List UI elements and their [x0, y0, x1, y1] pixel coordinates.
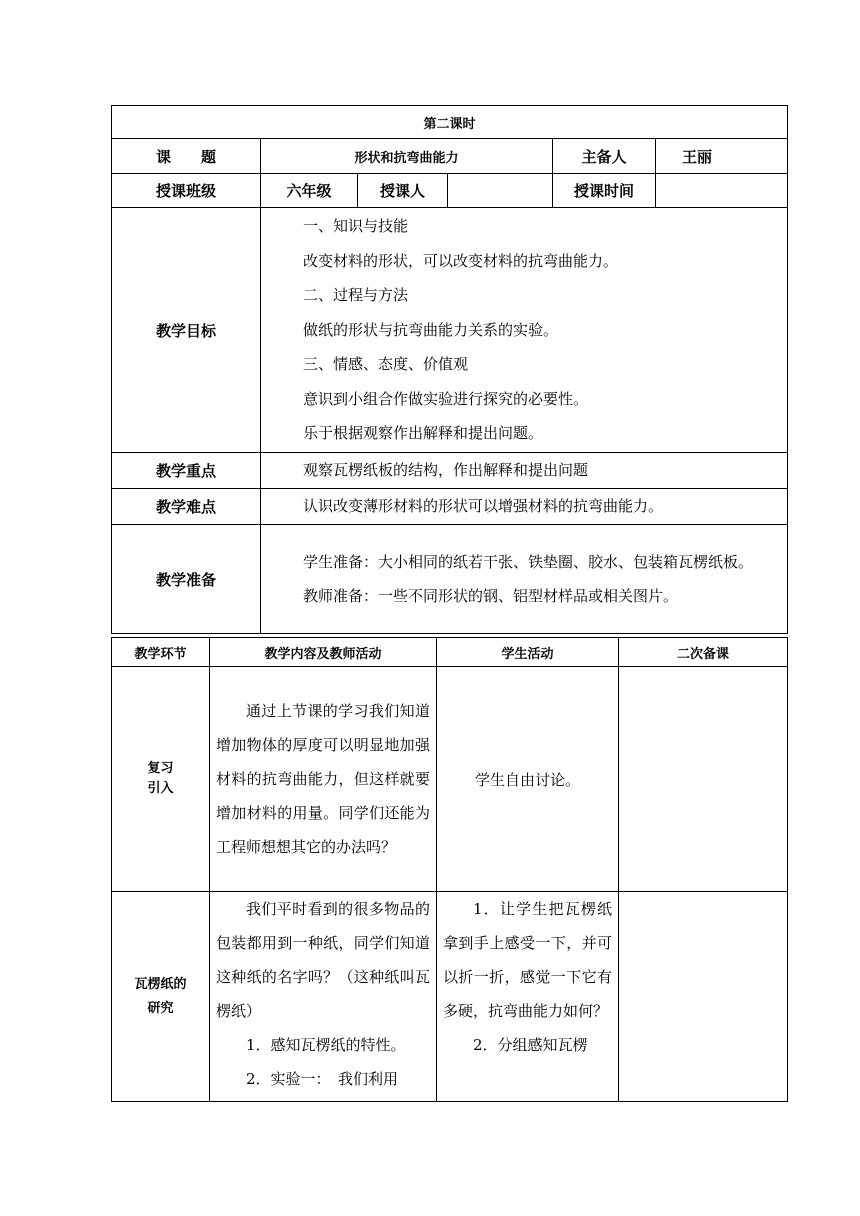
topic-label: 课 题	[112, 139, 261, 174]
goals-line: 改变材料的形状，可以改变材料的抗弯曲能力。	[303, 251, 619, 270]
difficulty-label: 教学难点	[112, 489, 261, 525]
notes-cell	[619, 667, 788, 892]
stage-cell	[112, 892, 210, 1102]
class-value: 六年级	[261, 174, 358, 208]
student-cell	[437, 892, 619, 1102]
content-paragraph: 通过上节课的学习我们知道增加物体的厚度可以明显地加强材料的抗弯曲能力，但这样就要增加材料的用量。同学们还能为工程师想想其它的办法吗？	[216, 702, 430, 856]
goals-line: 二、过程与方法	[303, 286, 409, 305]
teaching-process-table	[111, 637, 788, 1102]
stage-label-line: 引入	[147, 781, 174, 796]
stage-label-line: 研究	[147, 1000, 174, 1016]
class-label: 授课班级	[112, 174, 261, 208]
content-paragraph: 我们平时看到的很多物品的包装都用到一种纸，同学们知道这种纸的名字吗？（这种纸叫瓦楞纸）	[216, 900, 430, 1020]
header-notes: 二次备课	[619, 638, 788, 667]
student-paragraph: 1．让学生把瓦楞纸拿到手上感受一下，并可以折一折，感觉一下它有多硬，抗弯曲能力如何？	[443, 900, 612, 1020]
time-label: 授课时间	[553, 174, 656, 208]
key-point-text: 观察瓦楞纸板的结构，作出解释和提出问题	[261, 453, 788, 489]
student-paragraph: 2．分组感知瓦楞	[473, 1036, 588, 1054]
teacher-label: 授课人	[358, 174, 448, 208]
content-paragraph: 1．感知瓦楞纸的特性。	[246, 1036, 406, 1054]
table-row	[112, 667, 788, 892]
content-paragraph: 2．实验一： 我们利用	[246, 1070, 399, 1088]
goals-label: 教学目标	[112, 208, 261, 453]
lesson-info-table	[111, 105, 788, 634]
time-value	[656, 174, 788, 208]
teacher-preparation: 教师准备：一些不同形状的钢、铝型材样品或相关图片。	[303, 587, 679, 605]
goals-line: 做纸的形状与抗弯曲能力关系的实验。	[303, 320, 559, 339]
goals-line: 意识到小组合作做实验进行探究的必要性。	[303, 389, 589, 408]
teacher-value	[448, 174, 553, 208]
header-student: 学生活动	[437, 638, 619, 667]
content-cell	[210, 667, 437, 892]
stage-label-line: 复习	[147, 761, 174, 776]
stage-label-line: 瓦楞纸的	[134, 976, 187, 992]
goals-line: 一、知识与技能	[303, 217, 409, 236]
topic-value: 形状和抗弯曲能力	[261, 139, 553, 174]
difficulty-text: 认识改变薄形材料的形状可以增强材料的抗弯曲能力。	[261, 489, 788, 525]
table-row	[112, 892, 788, 1102]
student-preparation: 学生准备：大小相同的纸若干张、铁垫圈、胶水、包装箱瓦楞纸板。	[303, 553, 754, 571]
content-cell	[210, 892, 437, 1102]
goals-line: 三、情感、态度、价值观	[303, 355, 469, 374]
preparation-content	[261, 525, 788, 634]
goals-line: 乐于根据观察作出解释和提出问题。	[303, 424, 544, 443]
stage-cell	[112, 667, 210, 892]
goals-content	[261, 208, 788, 453]
preparer-value: 王丽	[656, 139, 788, 174]
header-content: 教学内容及教师活动	[210, 638, 437, 667]
key-point-label: 教学重点	[112, 453, 261, 489]
preparation-label: 教学准备	[112, 525, 261, 634]
preparer-label: 主备人	[553, 139, 656, 174]
student-cell: 学生自由讨论。	[437, 667, 619, 892]
notes-cell	[619, 892, 788, 1102]
lesson-title: 第二课时	[112, 106, 788, 139]
header-stage: 教学环节	[112, 638, 210, 667]
